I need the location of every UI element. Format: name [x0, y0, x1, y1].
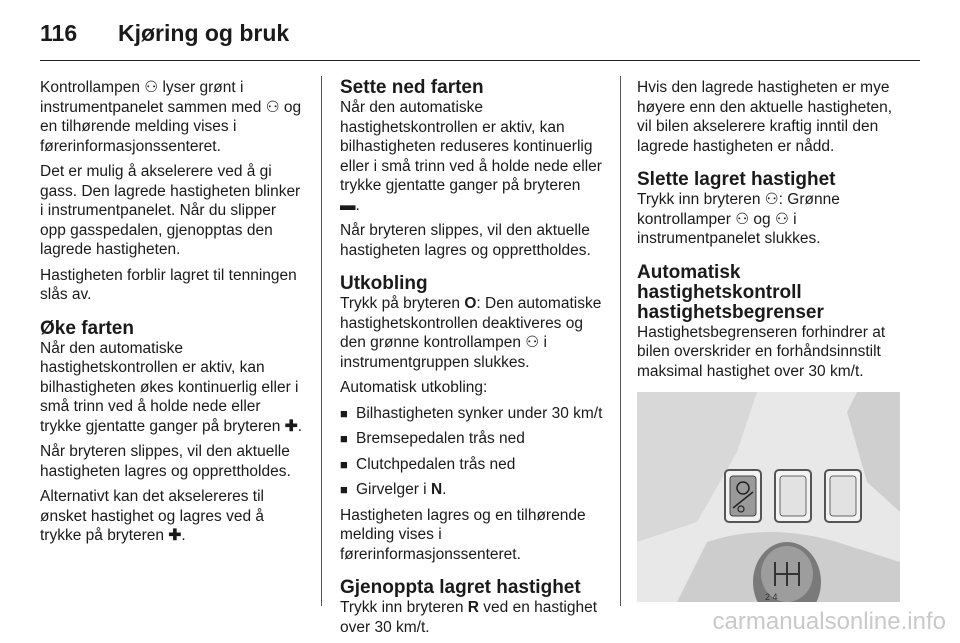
page-title: Kjøring og bruk [118, 20, 290, 46]
list-item: ■ Bremsepedalen trås ned [340, 429, 604, 449]
page-number: 116 [40, 20, 78, 46]
gear-numbers: 2 4 [765, 592, 778, 602]
heading-gjenoppta: Gjenoppta lagret hastighet [340, 577, 581, 598]
heading-sette-ned-farten: Sette ned farten [340, 77, 484, 98]
off-icon: O [464, 295, 477, 312]
paragraph: Trykk inn bryteren R ved en hastighet over 30 km/t. [340, 599, 598, 636]
paragraph: Når den automatiske hastighetskontrollen er aktiv, kan bilhastigheten reduseres kontinuerlig eller i små trinn ved å holde nede eller trykke gjentatte ganger på bryteren ▬. [340, 99, 602, 214]
list-item: ■ Bilhastigheten synker under 30 km/t [340, 404, 604, 424]
paragraph: Alternativt kan det akselereres til ønsket hastighet og lagres ved å trykke på bryteren ✚. [40, 488, 265, 544]
paragraph: Automatisk utkobling: [340, 379, 488, 396]
page-header [40, 20, 920, 61]
paragraph: Når bryteren slippes, vil den aktuelle hastigheten lagres og opprettholdes. [340, 222, 591, 259]
paragraph: Når bryteren slippes, vil den aktuelle hastigheten lagres og opprettholdes. [40, 443, 291, 480]
column-3 [637, 78, 903, 431]
list-item: ■ Clutchpedalen trås ned [340, 455, 604, 475]
paragraph: Hastigheten lagres og en tilhørende melding vises i førerinformasjonssenteret. [340, 506, 586, 563]
switch-panel-drawing [637, 392, 900, 602]
heading-slette: Slette lagret hastighet [637, 169, 836, 190]
paragraph: Hvis den lagrede hastigheten er mye høyere enn den aktuelle hastigheten, vil bilen akselerere kraftig inntil den lagrede hastigheten er nådd. [637, 79, 893, 155]
paragraph: Det er mulig å akselerere ved å gi gass. Den lagrede hastigheten blinker i instrumentpanelet. Når du slipper opp gasspedalen, gjenopptas den lagrede hastigheten. [40, 163, 301, 258]
minus-icon: ▬ [340, 196, 356, 214]
plus-icon: ✚ [168, 527, 182, 544]
column-divider-1 [321, 76, 322, 606]
paragraph: Kontrollampen ⚇ lyser grønt i instrumentpanelet sammen med ⚇ og en tilhørende melding vises i førerinformasjonssenteret. [40, 79, 302, 155]
heading-automatisk: Automatisk hastighetskontroll hastighetsbegrenser [637, 261, 824, 323]
auto-disengage-list [340, 404, 604, 500]
column-divider-2 [620, 76, 621, 606]
list-item: ■ Girvelger i N. [340, 480, 604, 500]
heading-utkobling: Utkobling [340, 273, 428, 294]
plus-icon: ✚ [284, 417, 298, 435]
heading-oke-farten: Øke farten [40, 317, 134, 339]
paragraph: Når den automatiske hastighetskontrollen er aktiv, kan bilhastigheten økes kontinuerlig eller i små trinn ved å holde nede eller trykke gjentatte ganger på bryteren ✚. [40, 339, 303, 435]
paragraph: Hastigheten forblir lagret til tenningen slås av. [40, 266, 297, 303]
column-1 [40, 78, 302, 552]
paragraph: Hastighetsbegrenseren forhindrer at bilen overskrider en forhåndsinnstilt maksimal hastighet over 30 km/t. [637, 323, 886, 380]
switch-panel-illustration [637, 392, 900, 602]
paragraph: Trykk på bryteren O: Den automatiske hastighetskontrollen deaktiveres og den grønne kontrollampen ⚇ i instrumentgruppen slukkes. [340, 295, 602, 371]
watermark: carmanualsonline.info [712, 608, 946, 635]
column-2 [340, 78, 604, 643]
paragraph: Trykk inn bryteren ⚇: Grønne kontrollamper ⚇ og ⚇ i instrumentpanelet slukkes. [637, 191, 840, 247]
resume-symbol: R [467, 599, 479, 616]
